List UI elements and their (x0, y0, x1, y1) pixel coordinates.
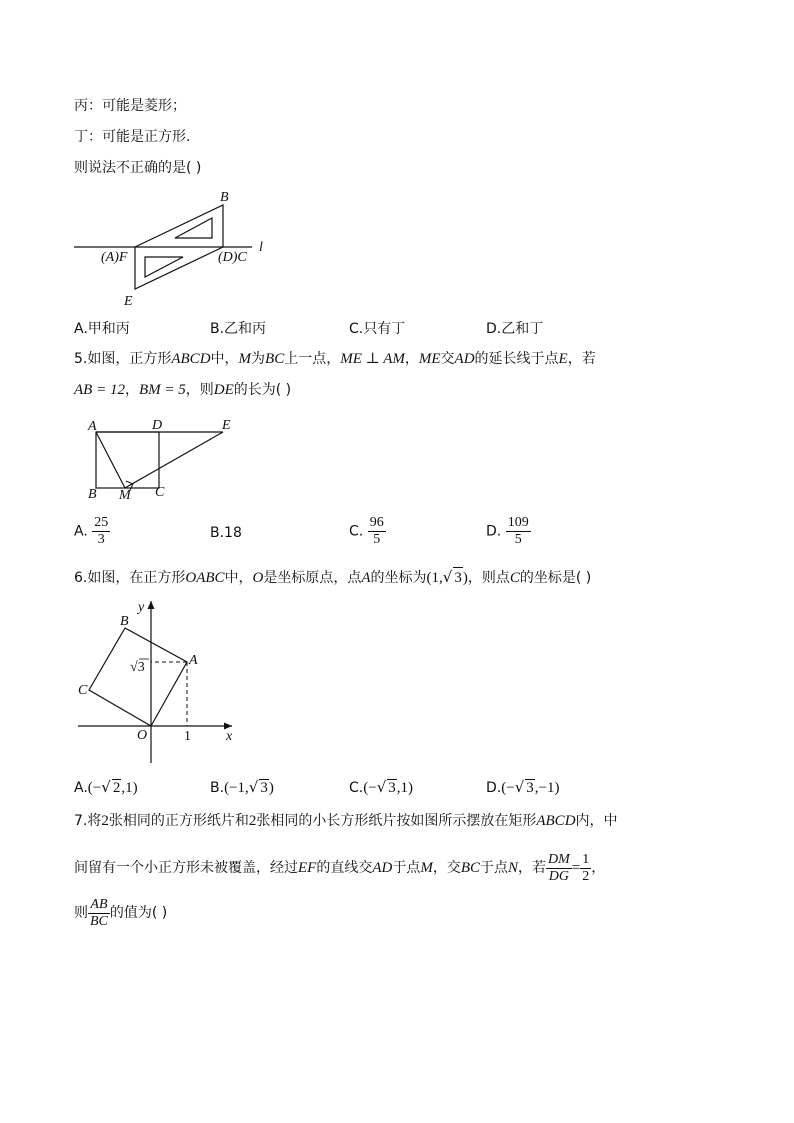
q6-label-B: B (120, 614, 129, 629)
q7-stem-line1: 7.将2张相同的正方形纸片和2张相同的小长方形纸片按如图所示摆放在矩形ABCD内，中 (74, 813, 618, 829)
q4-figure (70, 185, 280, 310)
q5-option-b[interactable]: B.18 (210, 525, 242, 541)
q6-label-1: 1 (184, 729, 191, 744)
q4-line-ding: 丁：可能是正方形. (74, 129, 191, 145)
q6-label-A: A (189, 653, 198, 668)
q4-option-b[interactable]: B.乙和丙 (210, 321, 267, 337)
q7-stem-line3: 则 $\frac{AB}{BC}$ 的值为( ) (74, 896, 168, 929)
q6-label-x: x (226, 729, 233, 744)
q5-label-M: M (119, 488, 131, 503)
q6-label-C: C (78, 683, 88, 698)
q4-option-d[interactable]: D.乙和丁 (486, 321, 544, 337)
q6-option-a[interactable]: A.(−√ 2,1) (74, 778, 138, 796)
fraction-half: $\frac{1}{2}$ (582, 851, 590, 884)
q6-label-O: O (137, 728, 148, 743)
q6-stem: 6.如图，在正方形OABC中，O是坐标原点，点A的坐标为(1,√ 3)，则点C的坐标是( ) (74, 568, 592, 586)
q5-stem-line1: 5.如图，正方形ABCD中，M为BC上一点，ME ⊥ AM，ME交AD的延长线于点E，若 (74, 351, 596, 367)
fraction: $\frac{109}{5}$ (507, 515, 529, 547)
q5-label-B: B (88, 487, 97, 502)
q4-label-E: E (124, 294, 133, 309)
q5-label-A: A (88, 419, 97, 434)
q5-option-c[interactable]: C. $\frac{96}{5}$ (349, 515, 384, 547)
fraction: $\frac{25}{3}$ (94, 515, 109, 547)
fraction-dm-dg: $\frac{DM}{DG}$ (548, 851, 570, 884)
q7-stem-line2: 间留有一个小正方形未被覆盖，经过EF的直线交AD于点M，交BC于点N，若 $\frac{DM}{DG}$ = $\frac{1}{2}$ ， (74, 851, 606, 884)
q4-question: 则说法不正确的是( ) (74, 160, 202, 176)
q5-option-d[interactable]: D. $\frac{109}{5}$ (486, 515, 529, 547)
q4-label-l: l (259, 240, 263, 255)
q5-label-C: C (155, 485, 165, 500)
q5-stem-line2: AB = 12，BM = 5，则DE的长为( ) (74, 382, 292, 398)
q4-label-DC: (D)C (218, 250, 247, 265)
q5-label-E: E (222, 418, 231, 433)
q5-figure (80, 415, 240, 505)
q4-label-B: B (220, 190, 229, 205)
q4-option-c[interactable]: C.只有丁 (349, 321, 406, 337)
q4-label-AF: (A)F (101, 250, 128, 265)
q6-label-sqrt3: √3 (130, 660, 145, 675)
q5-option-a[interactable]: A. $\frac{25}{3}$ (74, 515, 109, 547)
q6-figure (70, 595, 250, 770)
q4-option-a[interactable]: A.甲和丙 (74, 321, 130, 337)
q6-label-y: y (138, 600, 145, 615)
q5-label-D: D (152, 418, 163, 433)
fraction-ab-bc: $\frac{AB}{BC}$ (90, 896, 108, 929)
q4-line-bing: 丙：可能是菱形； (74, 98, 186, 114)
q6-option-d[interactable]: D.(−√ 3,−1) (486, 778, 560, 796)
q6-option-b[interactable]: B.(−1,√ 3) (210, 778, 274, 796)
fraction: $\frac{96}{5}$ (369, 515, 384, 547)
q6-option-c[interactable]: C.(−√ 3,1) (349, 778, 414, 796)
